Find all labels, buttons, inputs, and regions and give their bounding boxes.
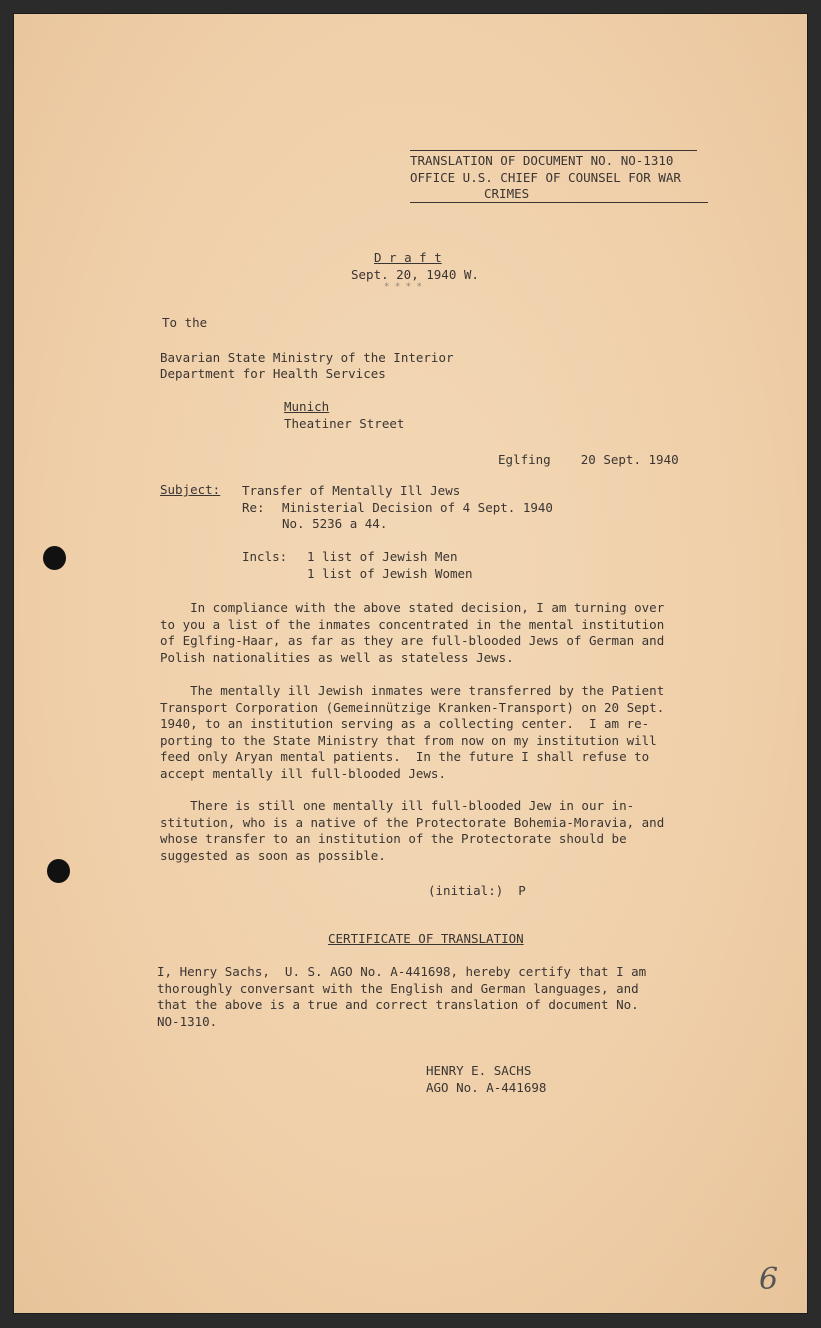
document-page [14, 14, 807, 1313]
header-line-2: OFFICE U.S. CHIEF OF COUNSEL FOR WAR [410, 170, 681, 185]
address-city: Munich [284, 399, 330, 414]
draft-date: Sept. 20, 1940 W. [351, 267, 479, 282]
address-line-2: Department for Health Services [160, 366, 386, 381]
address-line-1: Bavarian State Ministry of the Interior [160, 350, 454, 365]
page-number: 6 [759, 1262, 779, 1297]
subject-re-line-2: No. 5236 a 44. [282, 516, 388, 531]
paragraph-2: The mentally ill Jewish inmates were transferred by the Patient Transport Corporation (Gemeinnützige Kranken-Transport) on 20 Sept. 1940, to an institution serving as a collecting center. I am re- porting to the State Ministry that from now on my institution will feed only Aryan mental patients. In the future I shall refuse to accept mentally ill full-blooded Jews. [160, 683, 665, 781]
subject-re-label: Re: [242, 500, 265, 515]
paragraph-1: In compliance with the above stated decision, I am turning over to you a list of the inmates concentrated in the mental institution of Eglfing-Haar, as far as they are full-blooded Jews of German and Polish nationalities as well as stateless Jews. [160, 600, 665, 665]
incls-line-1: 1 list of Jewish Men [307, 549, 458, 564]
incls-line-2: 1 list of Jewish Women [307, 566, 473, 581]
draft-stars: * * * * [384, 282, 422, 292]
incls-label: Incls: [242, 549, 288, 564]
certificate-body: I, Henry Sachs, U. S. AGO No. A-441698, hereby certify that I am thoroughly conversant with the English and German languages, and that the above is a true and correct translation of document No. NO-1310. [157, 964, 647, 1029]
address-to: To the [162, 315, 208, 330]
certificate-title: CERTIFICATE OF TRANSLATION [328, 931, 524, 946]
certificate-ago: AGO No. A-441698 [426, 1080, 547, 1095]
header-bottom-rule [410, 202, 708, 203]
header-top-rule [410, 150, 697, 151]
paragraph-3: There is still one mentally ill full-blooded Jew in our in- stitution, who is a native of the Protectorate Bohemia-Moravia, and whose transfer to an institution of the Protectorate should be suggested as soon as possible. [160, 798, 665, 863]
place-date: Eglfing 20 Sept. 1940 [498, 452, 679, 467]
subject-re-line-1: Ministerial Decision of 4 Sept. 1940 [282, 500, 553, 515]
subject-text: Transfer of Mentally Ill Jews [242, 483, 461, 498]
header-line-1: TRANSLATION OF DOCUMENT NO. NO-1310 [410, 153, 674, 168]
certificate-signer: HENRY E. SACHS [426, 1063, 532, 1078]
punch-hole-upper [43, 546, 66, 570]
initial-mark: (initial:) P [428, 883, 526, 898]
draft-title: D r a f t [374, 250, 442, 265]
subject-label: Subject: [160, 482, 221, 497]
punch-hole-lower [47, 859, 70, 883]
address-street: Theatiner Street [284, 416, 405, 431]
header-line-3: CRIMES [484, 186, 530, 201]
